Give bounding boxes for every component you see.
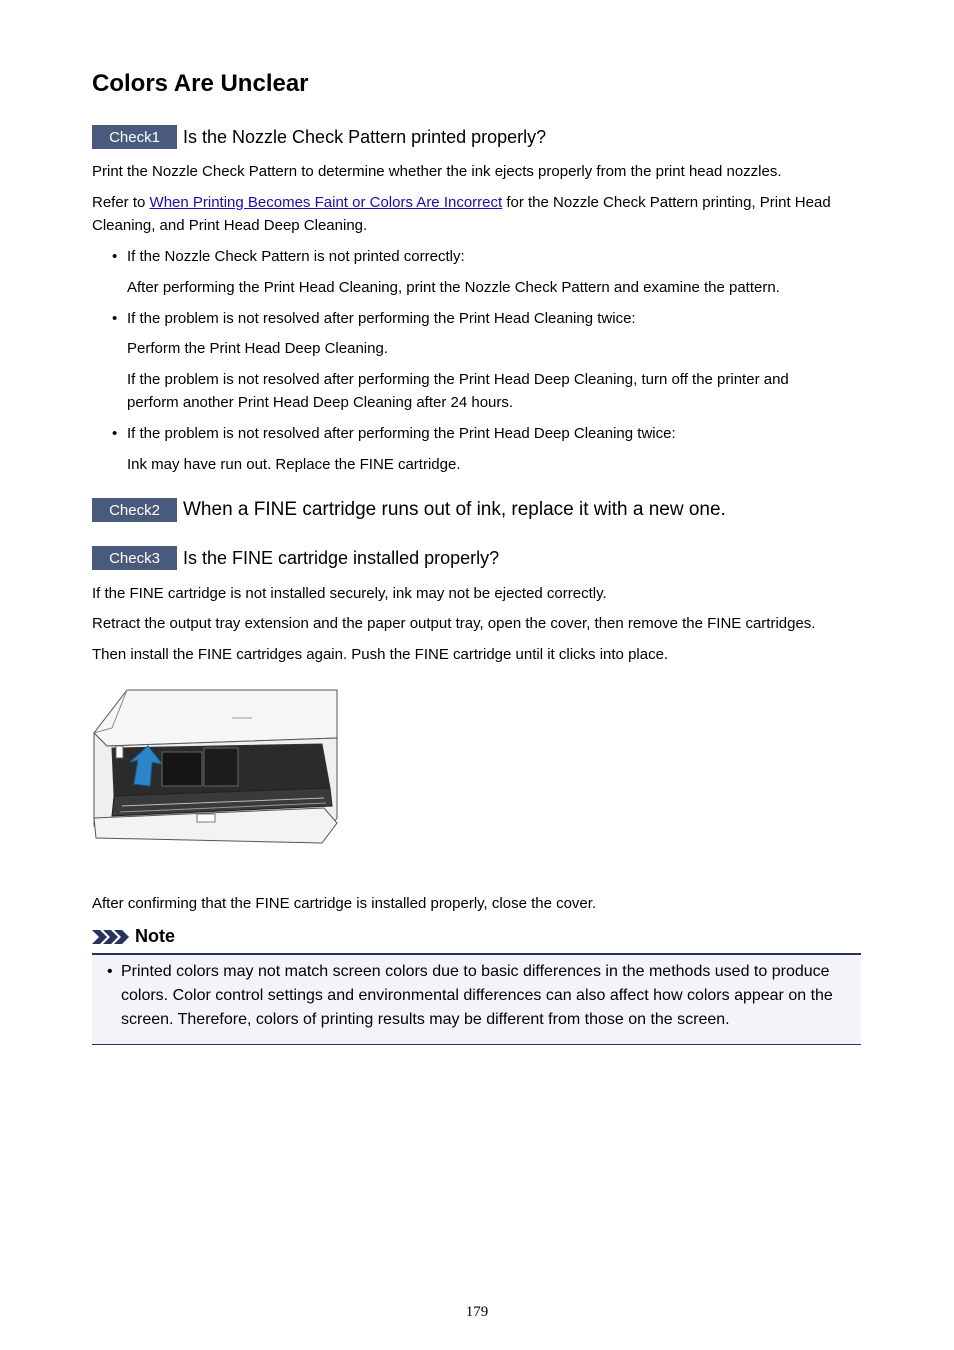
bullet-item-2-detail-1: Perform the Print Head Deep Cleaning.: [127, 340, 388, 357]
check3-paragraph-1: If the FINE cartridge is not installed securely, ink may not be ejected correctly.: [92, 585, 607, 602]
text-after-link: for the Nozzle Check Pattern printing, Print Head: [502, 194, 831, 211]
bullet-item-1: If the Nozzle Check Pattern is not printed correctly:: [127, 248, 465, 265]
check2-title: When a FINE cartridge runs out of ink, replace it with a new one.: [183, 499, 726, 520]
check3-heading: [92, 546, 499, 570]
check1-heading: [92, 125, 546, 149]
check3-title: Is the FINE cartridge installed properly?: [183, 547, 500, 568]
check3-badge: Check3: [92, 546, 177, 570]
check1-paragraph-1: Print the Nozzle Check Pattern to determine whether the ink ejects properly from the print head nozzles.: [92, 163, 782, 180]
text-refer-to: Refer to: [92, 194, 150, 211]
printer-cartridge-illustration: [92, 688, 338, 846]
bullet-item-3-detail: Ink may have run out. Replace the FINE cartridge.: [127, 456, 461, 473]
faint-colors-link[interactable]: When Printing Becomes Faint or Colors Are Incorrect: [149, 194, 503, 211]
page-title: Colors Are Unclear: [92, 70, 309, 97]
bullet-marker: •: [112, 425, 118, 442]
page-number: 179: [465, 1304, 489, 1320]
note-bullet-marker: •: [107, 963, 113, 980]
check2-heading: [92, 498, 726, 522]
note-box: [92, 953, 861, 1045]
check1-paragraph-2-line2: Cleaning, and Print Head Deep Cleaning.: [92, 217, 368, 234]
check1-title: Is the Nozzle Check Pattern printed properly?: [183, 126, 547, 147]
bullet-item-2-detail-2: If the problem is not resolved after performing the Print Head Deep Cleaning, turn off the printer and: [127, 371, 789, 388]
check3-paragraph-4: After confirming that the FINE cartridge is installed properly, close the cover.: [92, 895, 597, 912]
bullet-item-2: If the problem is not resolved after performing the Print Head Cleaning twice:: [127, 310, 636, 327]
bullet-item-1-detail: After performing the Print Head Cleaning, print the Nozzle Check Pattern and examine the pattern.: [127, 279, 780, 296]
check2-badge: Check2: [92, 498, 177, 522]
note-title: Note: [135, 926, 175, 946]
note-text: Printed colors may not match screen colors due to basic differences in the methods used to produce colors. Color control settings and environmental differences can also affect how colors appear on the screen. Therefore, colors of printing results may be different from those on the screen.: [121, 963, 833, 1028]
bullet-item-2-detail-3: perform another Print Head Deep Cleaning after 24 hours.: [127, 394, 514, 411]
bullet-item-3: If the problem is not resolved after performing the Print Head Deep Cleaning twice:: [127, 425, 676, 442]
note-header: [92, 926, 175, 947]
bullet-marker: •: [112, 248, 118, 265]
check1-paragraph-2: [92, 191, 862, 214]
check3-paragraph-2: Retract the output tray extension and the paper output tray, open the cover, then remove the FINE cartridges.: [92, 615, 816, 632]
bullet-marker: •: [112, 310, 118, 327]
check1-badge: Check1: [92, 125, 177, 149]
printer-illustration-icon: [92, 688, 338, 846]
check3-paragraph-3: Then install the FINE cartridges again. Push the FINE cartridge until it clicks into place.: [92, 646, 669, 663]
note-chevrons-icon: [92, 928, 130, 946]
